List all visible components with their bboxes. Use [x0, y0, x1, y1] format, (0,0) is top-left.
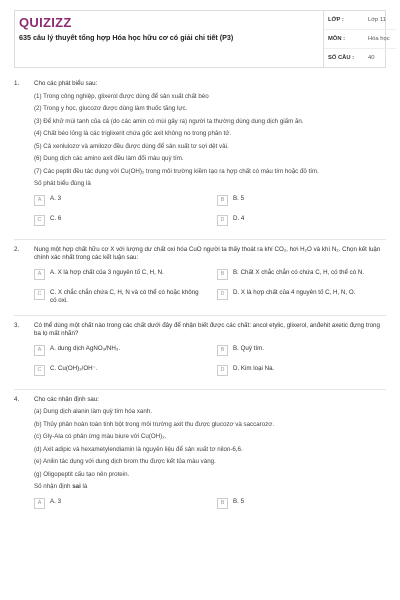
question-1: [14, 74, 386, 235]
statement: (b) Thủy phân hoàn toàn tinh bột trong môi trường axit thu được glucozơ và saccarozơ.: [34, 420, 275, 428]
question-stem: Cho các nhận định sau:: [34, 395, 100, 403]
option-text: C. Cu(OH)₂/OH⁻.: [50, 364, 98, 372]
answer-options: [34, 195, 386, 229]
question-number: 2.: [14, 245, 20, 253]
option-c[interactable]: [34, 365, 203, 379]
option-d[interactable]: [217, 365, 386, 379]
meta-row-class: [324, 11, 396, 30]
option-b[interactable]: [217, 498, 386, 512]
option-a[interactable]: [34, 269, 203, 283]
question-3: [14, 316, 386, 385]
option-letter-box: A: [34, 195, 45, 206]
statement: (7) Các peptit đều tác dụng với Cu(OH)₂ trong môi trường kiềm tạo ra hợp chất có màu tím hoặc đỏ tím.: [34, 167, 319, 175]
statement: (1) Trong công nghiệp, glixerol được dùng để sản xuất chất béo: [34, 92, 209, 100]
statement: (c) Gly-Ala có phản ứng màu biure với Cu(OH)₂.: [34, 433, 167, 440]
option-text: D. 4: [233, 214, 245, 222]
ask-suffix: là: [80, 483, 88, 490]
quizizz-logo: QUIZIZZ: [19, 15, 72, 30]
meta-value: Lớp 11: [368, 17, 386, 23]
option-text: A. dung dịch AgNO₃/NH₃.: [50, 344, 121, 352]
option-letter-box: B: [217, 498, 228, 509]
option-letter-box: D: [217, 289, 228, 300]
ask-prefix: Số nhận định: [34, 483, 73, 490]
option-a[interactable]: [34, 345, 203, 359]
option-letter-box: C: [34, 365, 45, 376]
meta-row-count: [324, 49, 396, 67]
meta-key: MÔN :: [328, 36, 346, 42]
answer-options: [34, 345, 386, 379]
option-letter-box: A: [34, 498, 45, 509]
option-text: A. 3: [50, 194, 62, 202]
question-stem: Cho các phát biểu sau:: [34, 80, 98, 87]
option-text: C. 6: [50, 214, 62, 222]
option-letter-box: D: [217, 365, 228, 376]
option-text: D. Kim loại Na.: [233, 364, 275, 372]
question-4: [14, 390, 386, 518]
statement: (e) Anilin tác dụng với dung dịch brom thu được kết tủa màu vàng.: [34, 458, 216, 465]
question-2: [14, 240, 386, 311]
option-text: B. Quỳ tím.: [233, 344, 264, 352]
meta-key: SỐ CÂU :: [328, 55, 355, 61]
statement: (4) Chất béo lỏng là các triglixerit chứa gốc axit không no trong phân tử.: [34, 130, 232, 137]
worksheet-title: 635 câu lý thuyết tổng hợp Hóa học hữu cơ có giải chi tiết (P3): [19, 33, 234, 42]
statement: (2) Trong y học, glucozơ được dùng làm thuốc tăng lực.: [34, 105, 188, 112]
option-text: A. X là hợp chất của 3 nguyên tố C, H, N.: [50, 268, 164, 276]
option-text: C. X chắc chắn chứa C, H, N và có thể có hoặc không có oxi.: [50, 288, 199, 304]
option-text: B. 5: [233, 194, 245, 202]
option-text: D. X là hợp chất của 4 nguyên tố C, H, N, O.: [233, 288, 356, 296]
meta-row-subject: [324, 30, 396, 49]
option-d[interactable]: [217, 215, 386, 229]
option-b[interactable]: [217, 345, 386, 359]
worksheet-header: [14, 10, 390, 68]
question-number: 3.: [14, 321, 20, 329]
option-a[interactable]: [34, 498, 203, 512]
option-text: A. 3: [50, 497, 62, 505]
option-letter-box: B: [217, 345, 228, 356]
option-letter-box: C: [34, 215, 45, 226]
option-letter-box: B: [217, 269, 228, 280]
question-stem: Nung một hợp chất hữu cơ X với lượng dư chất oxi hóa CuO người ta thấy thoát ra khí CO₂, hơi H₂O và khí N₂. Chọn kết luận chính xác nhất trong các kết luận sau:: [34, 245, 381, 261]
meta-value: 40: [368, 55, 375, 61]
option-letter-box: B: [217, 195, 228, 206]
option-b[interactable]: [217, 195, 386, 209]
question-number: 1.: [14, 80, 20, 87]
statement: (a) Dung dịch alanin làm quỳ tím hóa xanh.: [34, 408, 152, 415]
option-d[interactable]: [217, 289, 386, 305]
ask-emphasis: sai: [72, 483, 81, 490]
option-c[interactable]: [34, 289, 203, 305]
option-c[interactable]: [34, 215, 203, 229]
question-ask: [34, 483, 386, 492]
meta-key: LỚP :: [328, 17, 344, 23]
option-letter-box: A: [34, 269, 45, 280]
statement: (g) Oligopeptit cấu tạo nên protein.: [34, 470, 130, 478]
option-text: B. 5: [233, 497, 245, 505]
statement: (6) Dung dịch các amino axit đều làm đổi màu quỳ tím.: [34, 155, 184, 162]
question-ask: Số phát biểu đúng là: [34, 180, 91, 187]
option-text: B. Chất X chắc chắn có chứa C, H, có thể có N.: [233, 268, 365, 276]
statement: (5) Cả xenlulozơ và amilozơ đều được dùng để sản xuất tơ sợi dệt vải.: [34, 142, 229, 150]
option-letter-box: A: [34, 345, 45, 356]
answer-options: [34, 498, 386, 512]
option-letter-box: D: [217, 215, 228, 226]
option-letter-box: C: [34, 289, 45, 300]
statement: (d) Axit adipic và hexametylendiamin là nguyên liệu để sản xuất tơ nilon-6,6.: [34, 445, 243, 453]
question-number: 4.: [14, 395, 20, 403]
question-list: [14, 74, 386, 518]
statement: (3) Để khử mùi tanh của cá (do các amin có mùi gây ra) người ta thường dùng dung dịch giấm ăn.: [34, 117, 304, 125]
option-a[interactable]: [34, 195, 203, 209]
answer-options: [34, 269, 386, 305]
option-b[interactable]: [217, 269, 386, 283]
meta-value: Hóa học: [368, 36, 390, 42]
worksheet-meta-table: [323, 11, 396, 67]
question-stem: Có thể dùng một chất nào trong các chất dưới đây để nhận biết được các chất: ancol etylic, glixerol, anđehit axetic đựng trong ba lọ mất nhãn?: [34, 321, 380, 337]
